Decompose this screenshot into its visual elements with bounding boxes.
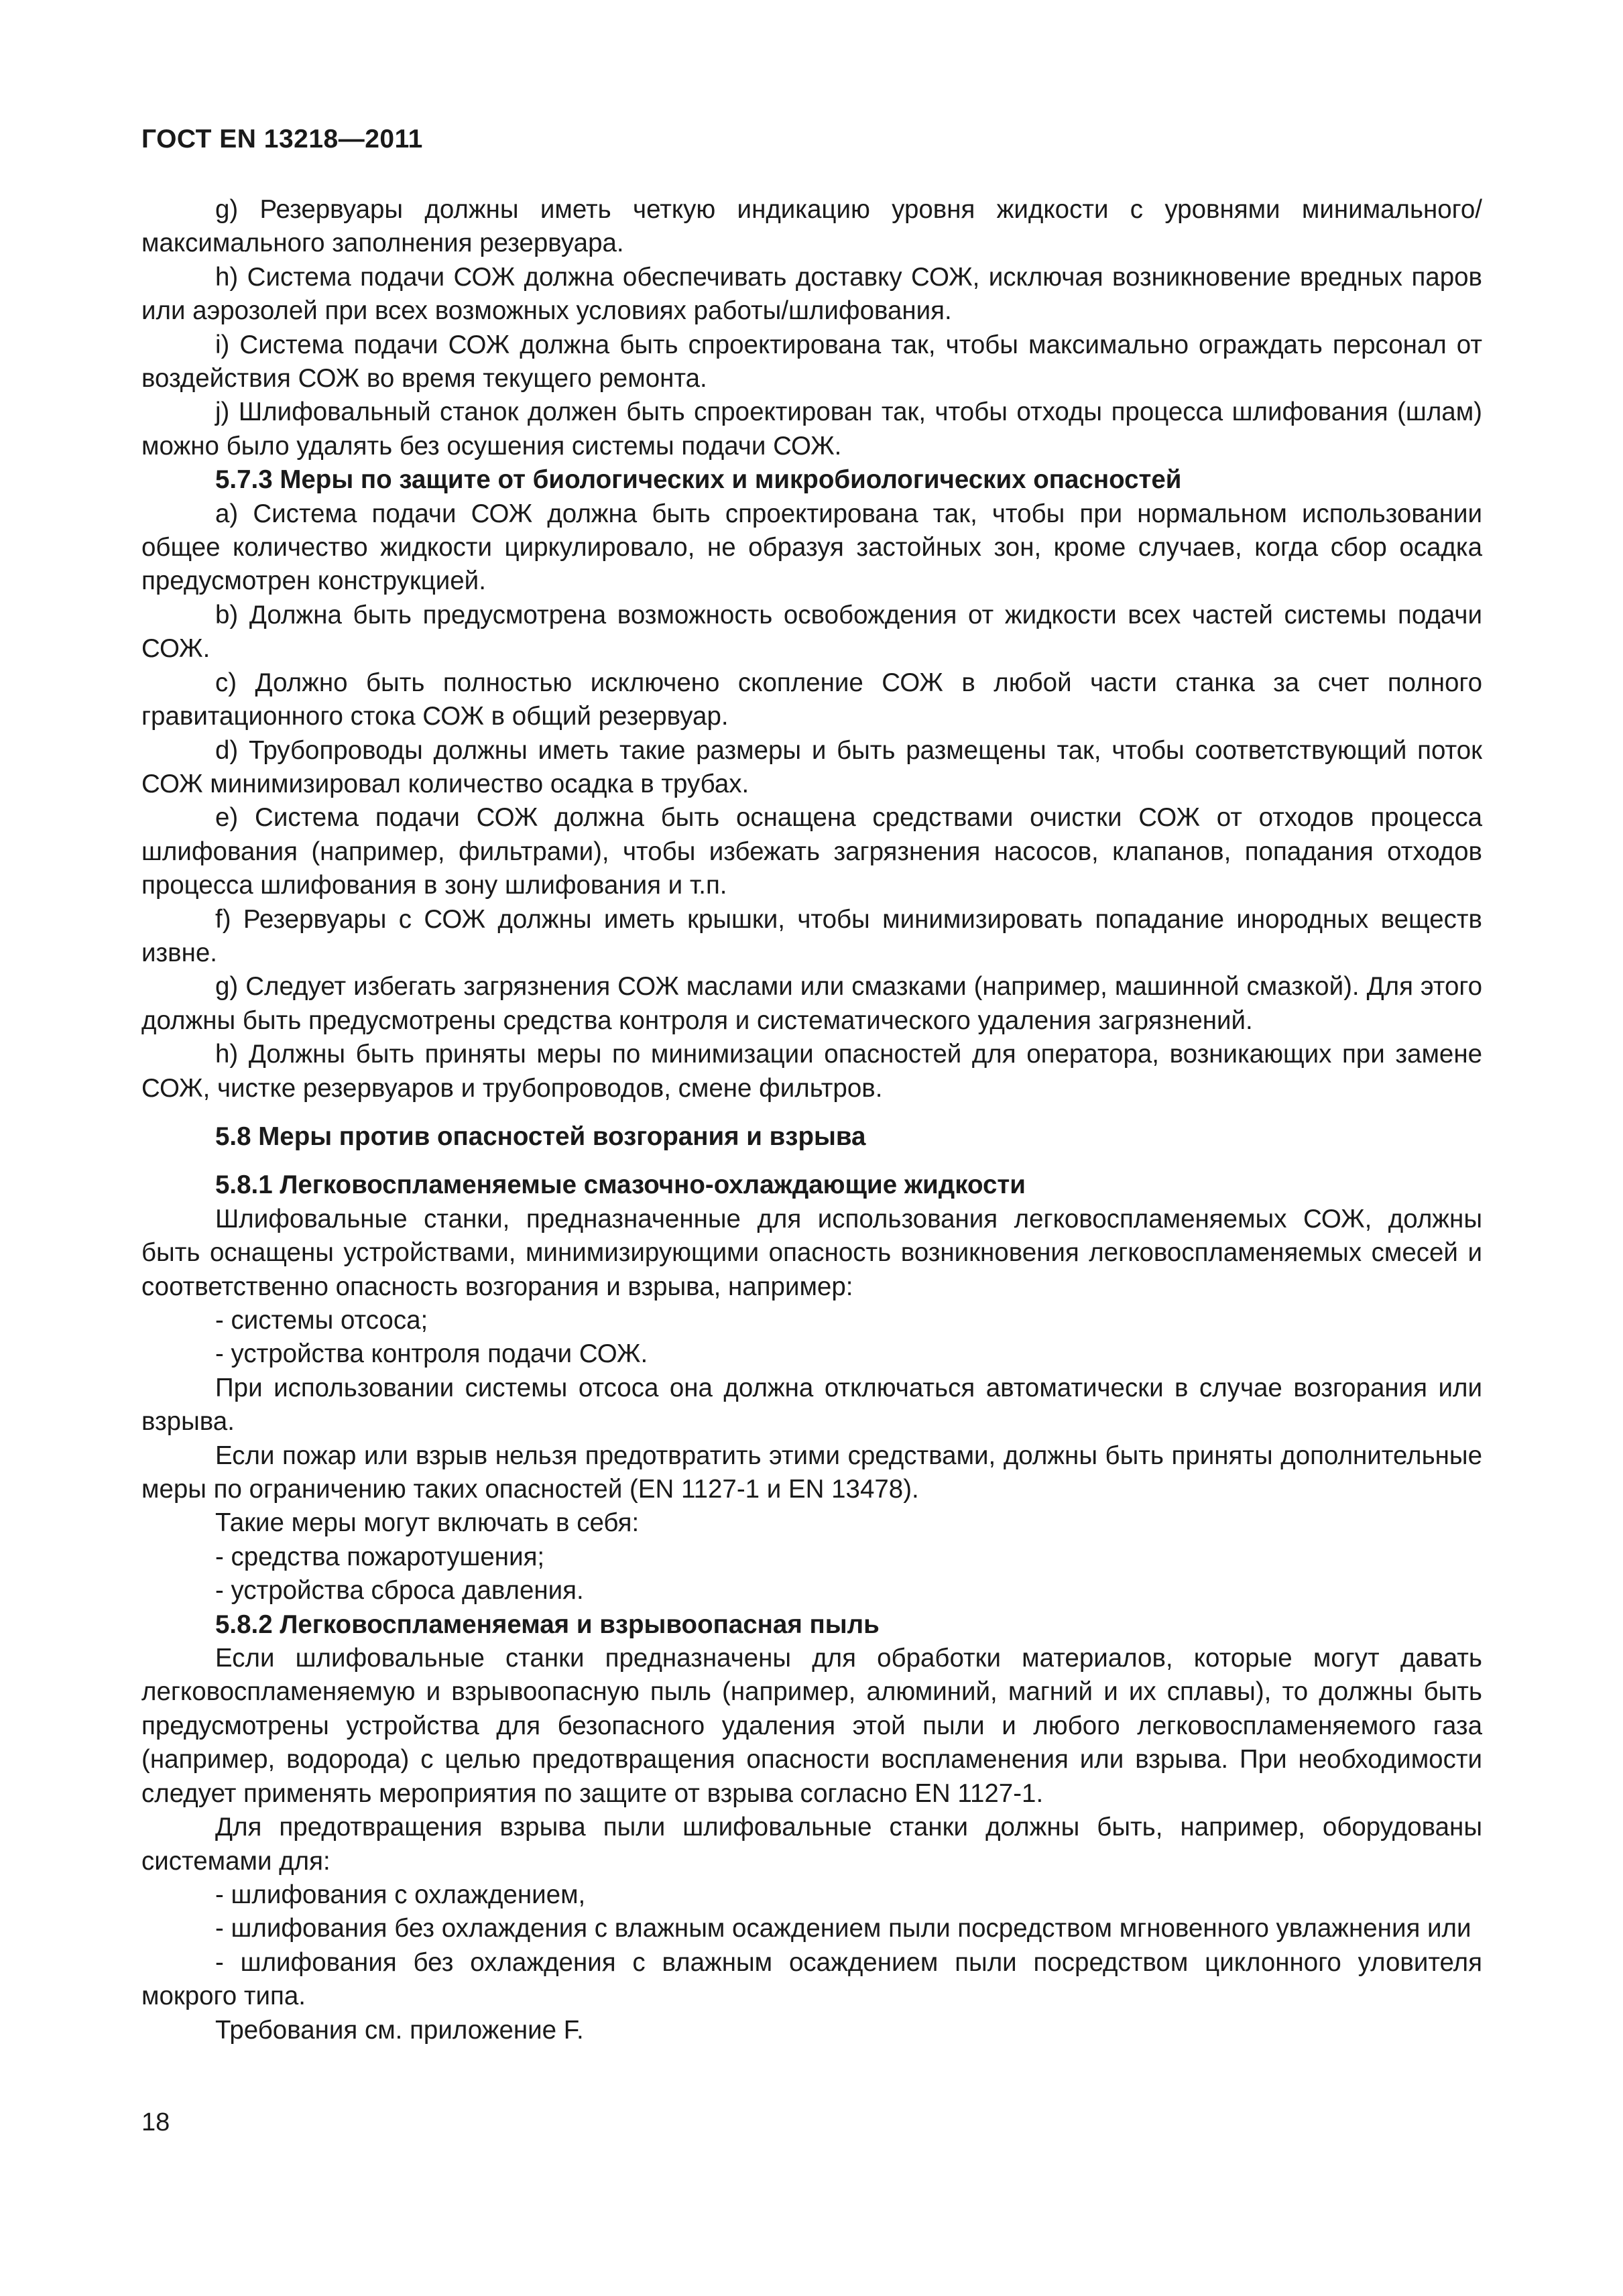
section-heading-5-8-2: 5.8.2 Легковоспламеняемая и взрывоопасная пыль bbox=[215, 1610, 880, 1639]
list-item-g-reservoirs: g) Резервуары должны иметь четкую индикацию уровня жидкости с уровнями минимального/максимального заполнения резервуара. bbox=[141, 195, 1482, 258]
document-body bbox=[141, 193, 1482, 2047]
list-item-h-operator-hazards: h) Должны быть приняты меры по минимизации опасностей для оператора, возникающих при замене СОЖ, чистке резервуаров и трубопроводов, смене фильтров. bbox=[141, 1040, 1482, 1103]
paragraph-auto-shutoff: При использовании системы отсоса она должна отключаться автоматически в случае возгорания или взрыва. bbox=[141, 1373, 1482, 1437]
paragraph-measures-include: Такие меры могут включать в себя: bbox=[215, 1508, 640, 1538]
paragraph-flammable-coolants: Шлифовальные станки, предназначенные для использования легковоспламеняемых СОЖ, должны быть оснащены устройствами, минимизирующими опасность возникновения легковоспламеняемых смесей и соответственно опасность возгорания и взрыва, например: bbox=[141, 1204, 1482, 1301]
document-header: ГОСТ EN 13218—2011 bbox=[141, 125, 423, 154]
list-item-pressure-relief: - устройства сброса давления. bbox=[215, 1576, 584, 1606]
list-item-b-draining: b) Должна быть предусмотрена возможность освобождения от жидкости всех частей системы подачи СОЖ. bbox=[141, 600, 1482, 664]
paragraph-additional-measures: Если пожар или взрыв нельзя предотвратить этими средствами, должны быть приняты дополнительные меры по ограничению таких опасностей (EN 1127-1 и EN 13478). bbox=[141, 1441, 1482, 1504]
paragraph-annex-reference: Требования см. приложение F. bbox=[215, 2015, 584, 2045]
section-heading-5-7-3: 5.7.3 Меры по защите от биологических и микробиологических опасностей bbox=[215, 465, 1182, 495]
paragraph-dust-prevention: Для предотвращения взрыва пыли шлифовальные станки должны быть, например, оборудованы системами для: bbox=[141, 1813, 1482, 1876]
list-item-coolant-control: - устройства контроля подачи СОЖ. bbox=[215, 1339, 648, 1369]
list-item-dry-cyclone: - шлифования без охлаждения с влажным осаждением пыли посредством циклонного уловителя мокрого типа. bbox=[141, 1947, 1482, 2011]
paragraph-explosive-dust: Если шлифовальные станки предназначены для обработки материалов, которые могут давать легковоспламеняемую и взрывоопасную пыль (например, алюминий, магний и их сплавы), то должны быть предусмотрены устройства для безопасного удаления этой пыли и любого легковоспламеняемого газа (например, водорода) с целью предотвращения опасности воспламенения или взрыва. При необходимости следует применять мероприятия по защите от взрыва согласно EN 1127-1. bbox=[141, 1644, 1482, 1808]
list-item-h-coolant-delivery: h) Система подачи СОЖ должна обеспечивать доставку СОЖ, исключая возникновение вредных паров или аэрозолей при всех возможных условиях работы/шлифования. bbox=[141, 262, 1482, 326]
list-item-c-gravity-drain: c) Должно быть полностью исключено скопление СОЖ в любой части станка за счет полного гравитационного стока СОЖ в общий резервуар. bbox=[141, 668, 1482, 731]
list-item-dry-instant-wetting: - шлифования без охлаждения с влажным осаждением пыли посредством мгновенного увлажнения или bbox=[215, 1914, 1471, 1943]
section-heading-5-8: 5.8 Меры против опасностей возгорания и взрыва bbox=[215, 1122, 866, 1151]
section-heading-5-8-1: 5.8.1 Легковоспламеняемые смазочно-охлаждающие жидкости bbox=[215, 1170, 1026, 1200]
list-item-wet-grinding: - шлифования с охлаждением, bbox=[215, 1880, 586, 1909]
list-item-i-personnel-protection: i) Система подачи СОЖ должна быть спроектирована так, чтобы максимально ограждать персонал от воздействия СОЖ во время текущего ремонта. bbox=[141, 330, 1482, 394]
list-item-a-circulation: a) Система подачи СОЖ должна быть спроектирована так, чтобы при нормальном использовании общее количество жидкости циркулировало, не образуя застойных зон, кроме случаев, когда сбор осадка предусмотрен конструкцией. bbox=[141, 499, 1482, 596]
list-item-f-lids: f) Резервуары с СОЖ должны иметь крышки, чтобы минимизировать попадание инородных веществ извне. bbox=[141, 904, 1482, 967]
list-item-j-sludge-removal: j) Шлифовальный станок должен быть спроектирован так, чтобы отходы процесса шлифования (шлам) можно было удалять без осушения системы подачи СОЖ. bbox=[141, 398, 1482, 461]
list-item-d-pipelines: d) Трубопроводы должны иметь такие размеры и быть размещены так, чтобы соответствующий поток СОЖ минимизировал количество осадка в трубах. bbox=[141, 735, 1482, 798]
list-item-g-contamination: g) Следует избегать загрязнения СОЖ маслами или смазками (например, машинной смазкой). Для этого должны быть предусмотрены средства контроля и систематического удаления загрязнений. bbox=[141, 972, 1482, 1035]
page-number: 18 bbox=[141, 2108, 170, 2136]
list-item-fire-extinguishing: - средства пожаротушения; bbox=[215, 1542, 545, 1571]
list-item-suction-systems: - системы отсоса; bbox=[215, 1306, 428, 1335]
list-item-e-filtering: e) Система подачи СОЖ должна быть оснащена средствами очистки СОЖ от отходов процесса шлифования (например, фильтрами), чтобы избежать загрязнения насосов, клапанов, попадания отходов процесса шлифования в зону шлифования и т.п. bbox=[141, 803, 1482, 900]
